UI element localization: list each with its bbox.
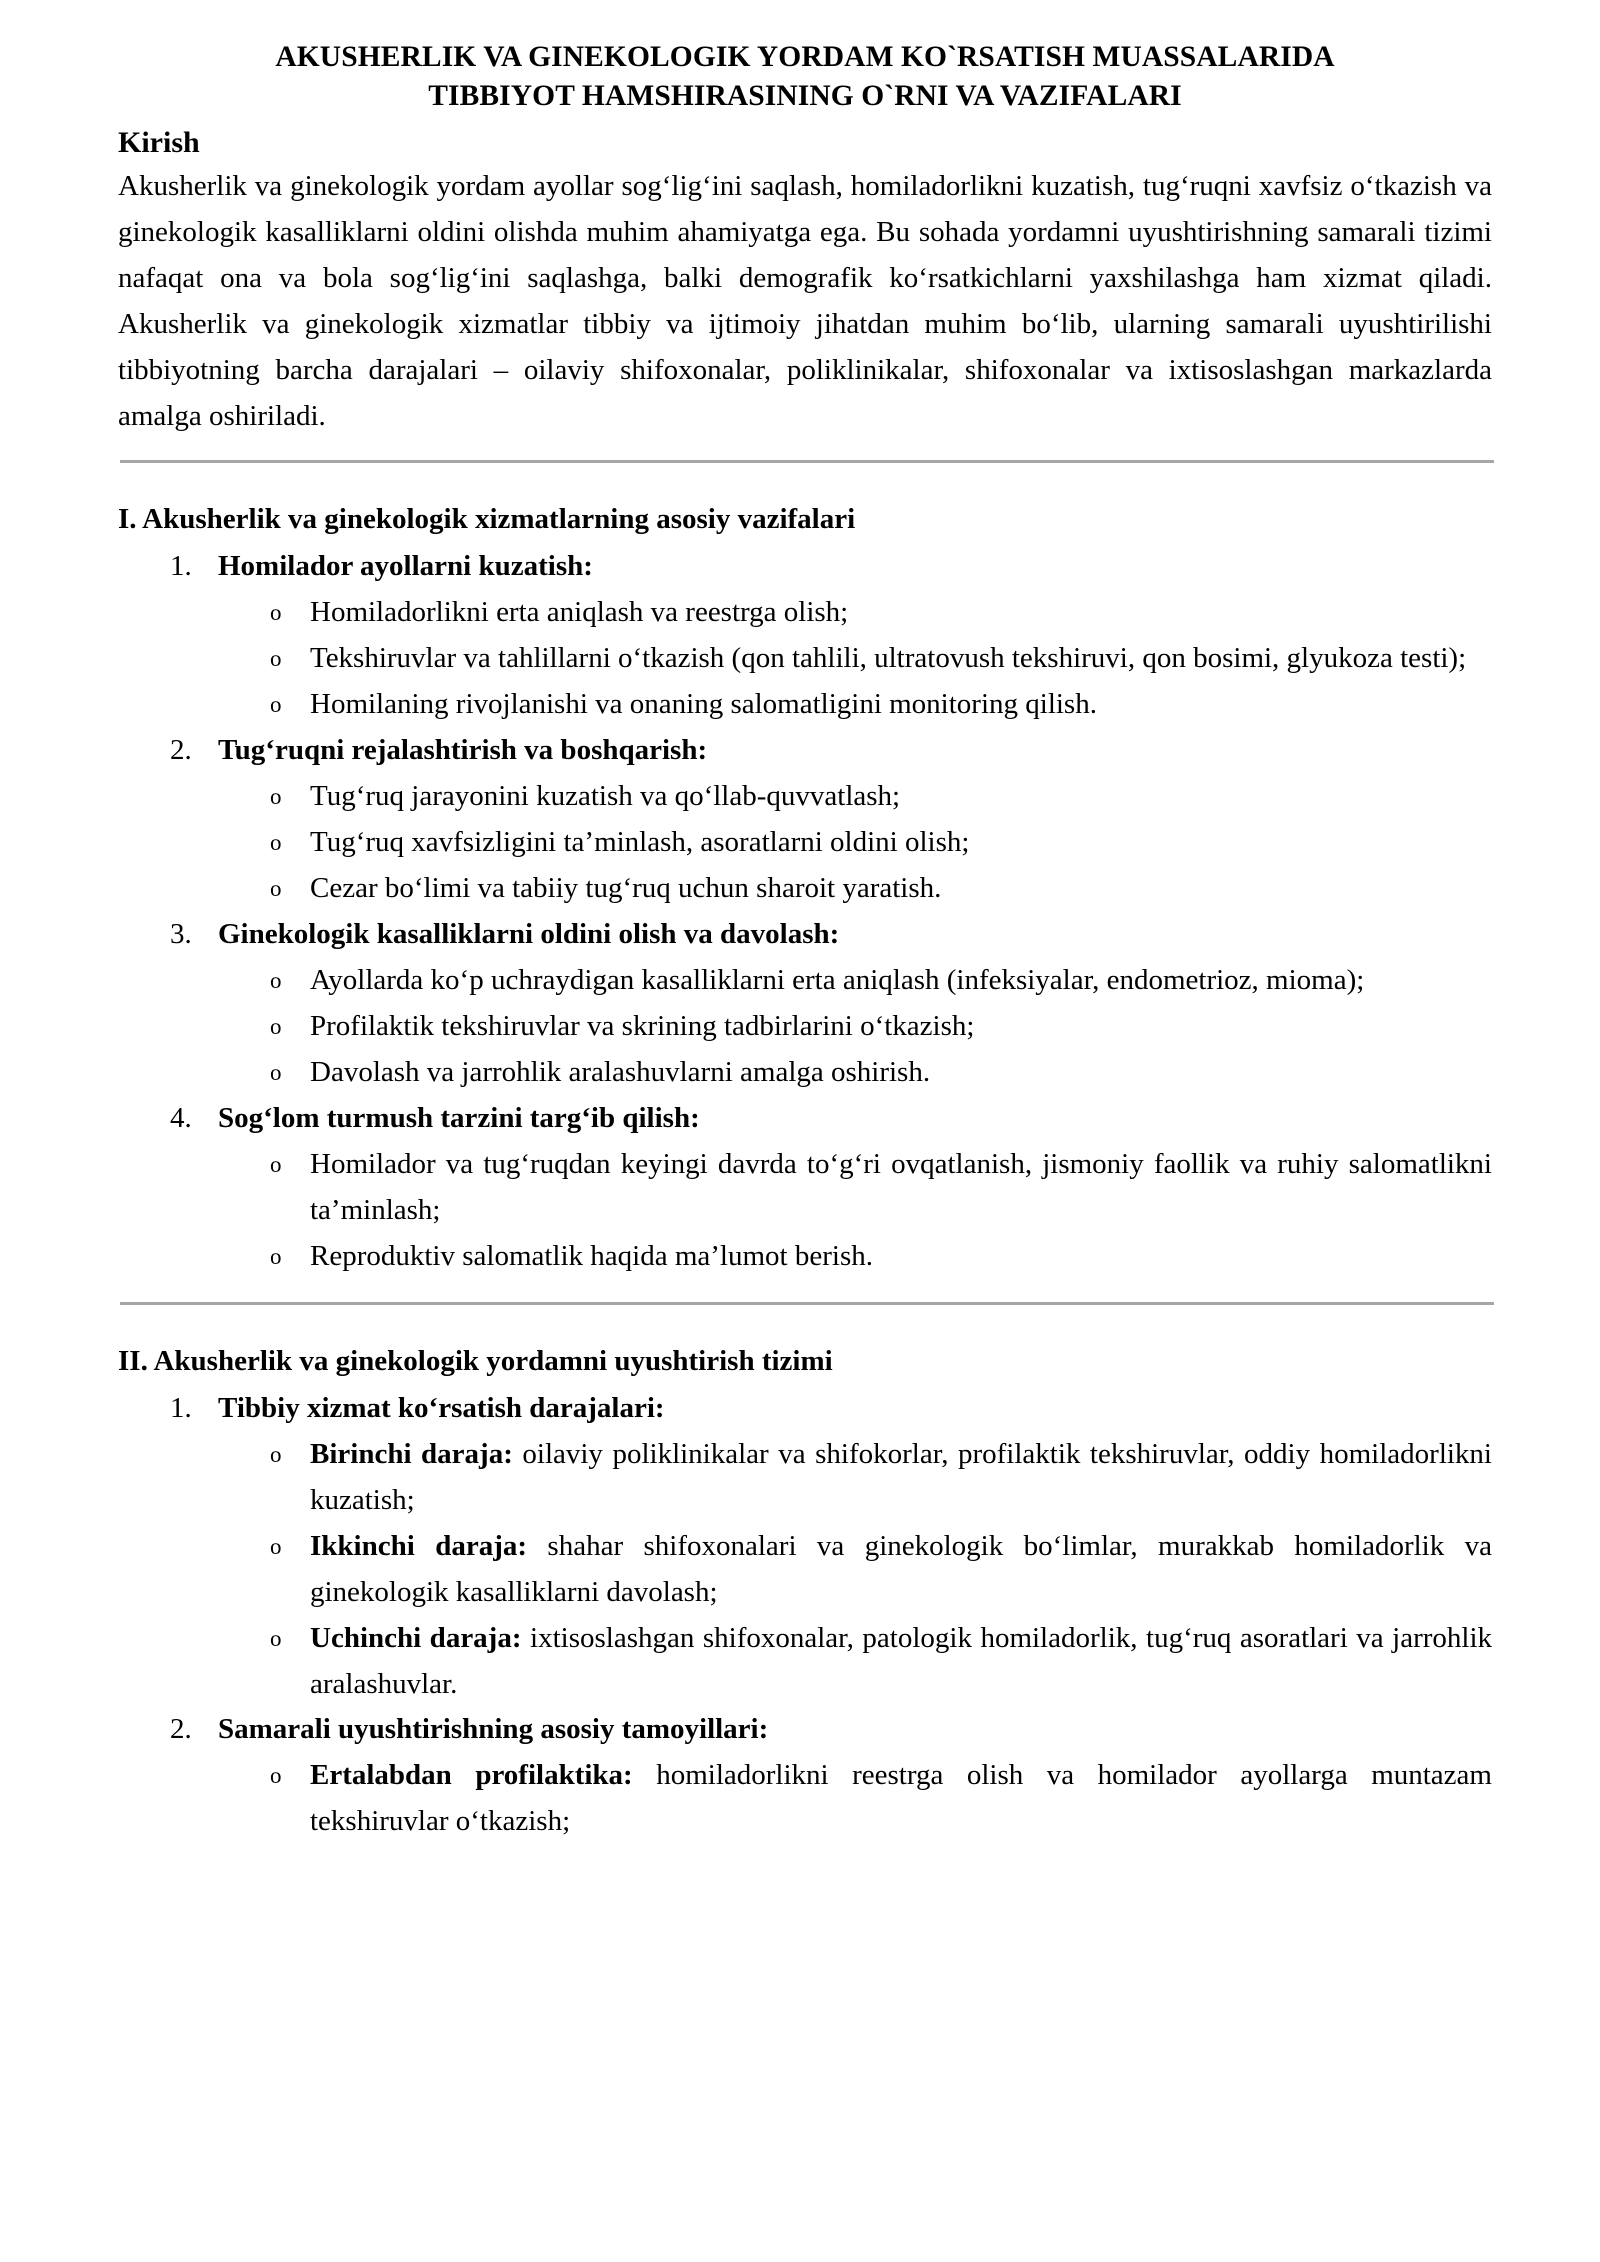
list-item [218, 774, 1492, 820]
list-item [118, 1386, 1492, 1708]
list-item-title: Tibbiy xizmat ko‘rsatish darajalari: [218, 1391, 665, 1424]
sublist-item-text: Ayollarda ko‘p uchraydigan kasalliklarni erta aniqlash (infeksiyalar, endometrioz, mioma); [310, 963, 1365, 996]
list-item [218, 820, 1492, 866]
list-item-title: Tug‘ruqni rejalashtirish va boshqarish: [218, 734, 708, 767]
list-item [218, 1142, 1492, 1234]
list-marker: 3. [170, 917, 192, 950]
list-item [218, 958, 1492, 1004]
bullet-o-icon: o [270, 1151, 282, 1177]
sublist-item-text: shahar shifoxonalari va ginekologik bo‘limlar, murakkab homiladorlik va ginekologik kasalliklarni davolash; [310, 1529, 1493, 1608]
list-marker: 1. [170, 550, 192, 583]
page-title [118, 38, 1492, 116]
section-1-list [118, 544, 1492, 1279]
sublist-item-text: homiladorlikni reestrga olish va homilador ayollarga muntazam tekshiruvlar o‘tkazish; [310, 1759, 1492, 1838]
sublist-item-lead: Ikkinchi daraja: [310, 1529, 528, 1562]
spacer-2 [118, 1305, 1492, 1341]
list-item [218, 866, 1492, 912]
bullet-o-icon: o [270, 1533, 282, 1559]
list-marker: 2. [170, 1713, 192, 1746]
list-item [118, 728, 1492, 912]
bullet-o-icon: o [270, 1763, 282, 1789]
sublist-item-text: Cezar bo‘limi va tabiiy tug‘ruq uchun sharoit yaratish. [310, 872, 942, 905]
section-2-heading: II. Akusherlik va ginekologik yordamni uyushtirish tizimi [118, 1344, 833, 1377]
sublist-item-text: Reproduktiv salomatlik haqida ma’lumot berish. [310, 1239, 873, 1272]
bullet-o-icon: o [270, 646, 282, 672]
section-2 [118, 1341, 1492, 1846]
bullet-o-icon: o [270, 830, 282, 856]
list-item-title: Homilador ayollarni kuzatish: [218, 550, 593, 583]
list-item [218, 1524, 1492, 1616]
list-item [118, 912, 1492, 1096]
section-1 [118, 499, 1492, 1279]
list-marker: 1. [170, 1391, 192, 1424]
bullet-o-icon: o [270, 876, 282, 902]
bullet-o-icon: o [270, 1243, 282, 1269]
list-item [218, 636, 1492, 682]
list-item-title: Sog‘lom turmush tarzini targ‘ib qilish: [218, 1101, 700, 1134]
sublist-item-lead: Uchinchi daraja: [310, 1621, 522, 1654]
bullet-o-icon: o [270, 1013, 282, 1039]
bullet-o-icon: o [270, 1059, 282, 1085]
sublist-item-text: ixtisoslashgan shifoxonalar, patologik homiladorlik, tug‘ruq asoratlari va jarrohlik aralashuvlar. [310, 1621, 1492, 1700]
sublist-item-lead: Ertalabdan profilaktika: [310, 1759, 633, 1792]
sublist-item-text: Tug‘ruq xavfsizligini ta’minlash, asoratlarni oldini olish; [310, 826, 970, 859]
sublist-item-text: Homiladorlikni erta aniqlash va reestrga olish; [310, 596, 849, 629]
sublist [218, 1432, 1492, 1708]
title-line-2: TIBBIYOT HAMSHIRASINING O`RNI VA VAZIFALARI [428, 79, 1182, 112]
sublist-item-text: oilaviy poliklinikalar va shifokorlar, profilaktik tekshiruvlar, oddiy homiladorlikni kuzatish; [310, 1437, 1492, 1516]
sublist [218, 1753, 1492, 1845]
list-item [218, 1004, 1492, 1050]
list-item [218, 1432, 1492, 1524]
list-item [218, 590, 1492, 636]
bullet-o-icon: o [270, 1625, 282, 1651]
list-item [218, 682, 1492, 728]
sublist [218, 774, 1492, 912]
sublist-item-text: Homilador va tug‘ruqdan keyingi davrda to‘g‘ri ovqatlanish, jismoniy faollik va ruhiy salomatlikni ta’minlash; [310, 1147, 1492, 1226]
list-marker: 2. [170, 734, 192, 767]
sublist-item-text: Tug‘ruq jarayonini kuzatish va qo‘llab-quvvatlash; [310, 780, 901, 813]
list-item [218, 1234, 1492, 1280]
list-item [218, 1050, 1492, 1096]
intro-paragraph: Akusherlik va ginekologik yordam ayollar sog‘lig‘ini saqlash, homiladorlikni kuzatish, tug‘ruqni xavfsiz o‘tkazish va ginekologik kasalliklarni oldini olishda muhim ahamiyatga ega. Bu sohada yordamni uyushtirishning samarali tizimi nafaqat ona va bola sog‘lig‘ini saqlashga, balki demografik ko‘rsatkichlarni yaxshilashga ham xizmat qiladi. Akusherlik va ginekologik xizmatlar tibbiy va ijtimoiy jihatdan muhim bo‘lib, ularning samarali uyushtirilishi tibbiyotning barcha darajalari – oilaviy shifoxonalar, poliklinikalar, shifoxonalar va ixtisoslashgan markazlarda amalga oshiriladi. [118, 170, 1492, 433]
sublist-item-text: Tekshiruvlar va tahlillarni o‘tkazish (qon tahlili, ultratovush tekshiruvi, qon bosimi, glyukoza testi); [310, 642, 1467, 675]
list-item-title: Samarali uyushtirishning asosiy tamoyillari: [218, 1713, 769, 1746]
intro-heading: Kirish [118, 125, 200, 159]
list-item [118, 544, 1492, 728]
bullet-o-icon: o [270, 692, 282, 718]
sublist-item-text: Davolash va jarrohlik aralashuvlarni amalga oshirish. [310, 1055, 931, 1088]
section-1-heading: I. Akusherlik va ginekologik xizmatlarning asosiy vazifalari [118, 503, 856, 536]
bullet-o-icon: o [270, 967, 282, 993]
title-line-1: AKUSHERLIK VA GINEKOLOGIK YORDAM KO`RSATISH MUASSALARIDA [275, 41, 1335, 73]
sublist [218, 958, 1492, 1096]
sublist [218, 1142, 1492, 1280]
bullet-o-icon: o [270, 600, 282, 626]
list-item [218, 1753, 1492, 1845]
list-item-title: Ginekologik kasalliklarni oldini olish va davolash: [218, 917, 840, 950]
bullet-o-icon: o [270, 784, 282, 810]
bullet-o-icon: o [270, 1441, 282, 1467]
spacer-1 [118, 463, 1492, 499]
section-2-list [118, 1386, 1492, 1846]
list-marker: 4. [170, 1101, 192, 1134]
sublist-item-text: Homilaning rivojlanishi va onaning salomatligini monitoring qilish. [310, 688, 1097, 721]
sublist [218, 590, 1492, 728]
list-item [118, 1707, 1492, 1845]
sublist-item-text: Profilaktik tekshiruvlar va skrining tadbirlarini o‘tkazish; [310, 1009, 975, 1042]
list-item [118, 1096, 1492, 1280]
sublist-item-lead: Birinchi daraja: [310, 1437, 513, 1470]
list-item [218, 1616, 1492, 1708]
